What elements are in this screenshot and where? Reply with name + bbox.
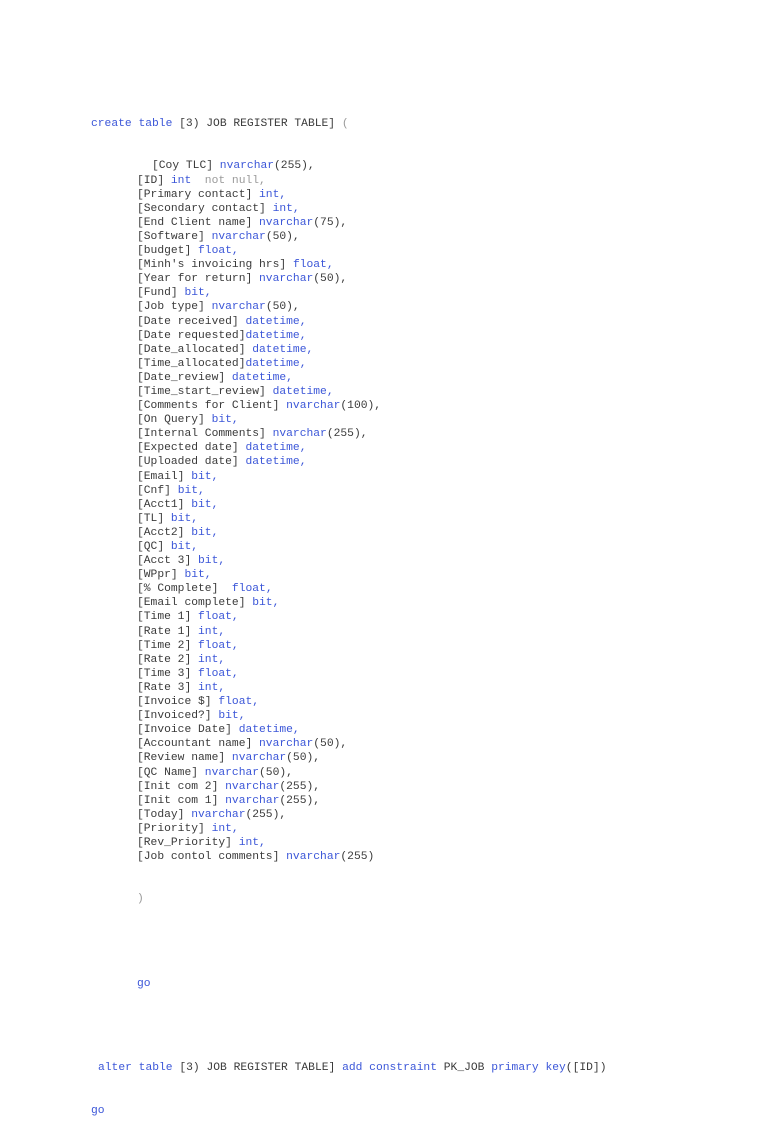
column-name: [ID] [137, 174, 171, 187]
column-definition-line [91, 709, 606, 723]
column-type-args: (255) [340, 851, 375, 864]
column-type: float, [198, 245, 239, 258]
column-definition-line [91, 371, 606, 385]
column-definition-line [91, 723, 606, 737]
column-definition-line [91, 174, 606, 188]
column-name: [Accountant name] [137, 738, 260, 751]
column-type: nvarchar [286, 851, 341, 864]
table-name: [3) JOB REGISTER TABLE] [172, 118, 342, 131]
column-definition-line [91, 780, 606, 794]
column-name: [On Query] [137, 414, 212, 427]
column-definition-line [91, 300, 606, 314]
column-definition-line [91, 766, 606, 780]
column-name: [Comments for Client] [137, 400, 287, 413]
primary-key-keyword: primary key [491, 1062, 566, 1075]
column-definition-line [91, 329, 606, 343]
column-type: datetime, [231, 371, 293, 384]
column-definition-line [91, 625, 606, 639]
column-type: int [170, 174, 192, 187]
column-type: datetime, [245, 442, 307, 455]
column-type: nvarchar [231, 752, 287, 765]
column-definition-line [91, 808, 606, 822]
column-definition-line [91, 667, 606, 681]
column-name: [Rate 2] [137, 653, 199, 666]
column-name: [Job type] [137, 301, 212, 314]
column-definition-line [91, 836, 606, 850]
column-definition-line [91, 512, 606, 526]
column-definition-line [91, 554, 606, 568]
column-constraint: not null, [191, 174, 266, 187]
column-type-args: (255), [245, 808, 287, 821]
column-definition-line [91, 455, 606, 469]
column-definition-line [91, 230, 606, 244]
column-name: [Fund] [137, 287, 185, 300]
column-type: datetime, [272, 385, 334, 398]
column-definition-line [91, 653, 606, 667]
column-name: [QC] [137, 541, 171, 553]
column-name: [Invoice Date] [137, 724, 239, 737]
column-name: [Rate 1] [137, 625, 199, 638]
column-type: nvarchar [272, 428, 327, 441]
column-type-args: (75), [313, 216, 348, 229]
column-name: [Minh's invoicing hrs] [137, 259, 293, 272]
column-name: [QC Name] [137, 766, 205, 779]
column-name: [Invoiced?] [137, 710, 219, 723]
column-definition-line [91, 385, 606, 399]
constraint-name: PK_JOB [436, 1062, 492, 1075]
column-definition-line [91, 568, 606, 582]
column-type-args: (50), [259, 766, 293, 779]
column-name: [Time 2] [137, 639, 199, 652]
column-type: nvarchar [211, 301, 266, 314]
column-name: [TL] [137, 512, 171, 525]
create-table-line [91, 117, 606, 131]
column-type: bit, [170, 541, 199, 553]
column-type-args: (50), [313, 273, 348, 286]
column-name: [WPpr] [137, 569, 185, 582]
column-name: [Expected date] [137, 442, 246, 455]
column-name: [Time_allocated] [137, 357, 246, 370]
column-definition-line [91, 244, 606, 258]
column-definition-line [91, 427, 606, 441]
column-type-args: (255), [279, 780, 321, 793]
column-type: bit, [211, 414, 239, 427]
column-type: bit, [218, 710, 246, 723]
column-name: [Rev_Priority] [137, 836, 239, 849]
column-type: nvarchar [259, 738, 314, 751]
column-name: [Uploaded date] [137, 456, 246, 469]
column-definition-line [91, 498, 606, 512]
column-name: [Today] [137, 808, 192, 821]
column-type: datetime, [245, 456, 307, 469]
alter-table-line [91, 1061, 606, 1075]
column-name: [Cnf] [137, 484, 178, 497]
column-type: bit, [191, 498, 219, 511]
column-type: int, [259, 188, 287, 201]
column-definition-line [91, 441, 606, 455]
column-type: datetime, [252, 343, 314, 356]
column-type: bit, [252, 597, 280, 610]
column-name: [Date_review] [137, 371, 232, 384]
column-name: [Year for return] [137, 273, 260, 286]
column-name: [Acct1] [137, 498, 192, 511]
column-definition-line [91, 470, 606, 484]
column-type-args: (255), [274, 160, 315, 173]
column-definition-line [91, 540, 606, 554]
column-definition-line [91, 610, 606, 624]
go-line-2 [91, 1104, 606, 1118]
close-paren-line [91, 892, 606, 906]
column-definition-line [91, 695, 606, 709]
column-type: nvarchar [225, 780, 280, 793]
column-type: float, [198, 639, 239, 652]
column-definition-line [91, 188, 606, 202]
column-name: [Init com 2] [137, 780, 226, 793]
blank-line [91, 1019, 606, 1033]
column-type: float, [198, 611, 239, 624]
column-definition-line [91, 526, 606, 540]
column-name: [Time_start_review] [137, 385, 273, 398]
column-type: bit, [170, 512, 199, 525]
column-type-args: (255), [326, 428, 368, 441]
column-type: nvarchar [219, 160, 275, 173]
column-type: nvarchar [259, 273, 314, 286]
column-definition-line [91, 582, 606, 596]
alter-table-keyword: alter table [98, 1062, 173, 1075]
column-definition-line [91, 159, 606, 173]
go-line-1 [91, 977, 606, 991]
column-name: [Time 3] [137, 667, 199, 680]
column-type: datetime, [245, 315, 307, 328]
column-definitions [91, 159, 606, 864]
column-name: [Date_allocated] [137, 343, 253, 356]
column-name: [Date requested] [137, 329, 246, 342]
go-keyword: go [137, 977, 151, 990]
column-name: [Review name] [137, 752, 232, 765]
column-type: float, [292, 259, 334, 272]
column-type: bit, [198, 555, 226, 568]
column-name: [Init com 1] [137, 794, 226, 807]
column-name: [End Client name] [137, 216, 260, 229]
column-type: nvarchar [211, 230, 266, 243]
column-name: [Internal Comments] [137, 428, 273, 441]
column-definition-line [91, 343, 606, 357]
column-type: float, [231, 583, 273, 596]
column-type: bit, [191, 470, 219, 483]
column-type: nvarchar [259, 216, 314, 229]
column-definition-line [91, 202, 606, 216]
column-type: int, [198, 653, 226, 666]
column-type: int, [211, 822, 239, 835]
add-constraint-keyword: add constraint [342, 1062, 437, 1075]
column-type: datetime, [245, 329, 307, 342]
column-type: bit, [191, 526, 219, 539]
column-type: int, [198, 625, 226, 638]
column-type: int, [272, 202, 300, 215]
sql-code-block [91, 89, 606, 1146]
column-type: float, [198, 667, 239, 680]
column-name: [Email complete] [137, 597, 253, 610]
column-definition-line [91, 484, 606, 498]
column-definition-line [91, 413, 606, 427]
column-type: nvarchar [225, 794, 280, 807]
column-definition-line [91, 794, 606, 808]
create-table-keyword: create table [91, 118, 173, 131]
column-name: [Email] [137, 470, 192, 483]
column-type: nvarchar [286, 400, 341, 413]
column-type: datetime, [245, 357, 307, 370]
column-definition-line [91, 357, 606, 371]
alter-table-name: [3) JOB REGISTER TABLE] [172, 1062, 343, 1075]
column-definition-line [91, 639, 606, 653]
column-definition-line [91, 315, 606, 329]
column-name: [Priority] [137, 822, 212, 835]
column-type: nvarchar [191, 808, 246, 821]
open-paren: ( [341, 118, 349, 131]
column-type: int, [238, 836, 266, 849]
column-type: datetime, [238, 724, 300, 737]
column-name: [Primary contact] [137, 188, 260, 201]
column-name: [Date received] [137, 315, 246, 328]
column-name: [Job contol comments] [137, 851, 287, 864]
column-definition-line [91, 596, 606, 610]
column-definition-line [91, 399, 606, 413]
column-type: int, [198, 681, 226, 694]
column-type-args: (50), [265, 230, 300, 243]
column-definition-line [91, 822, 606, 836]
column-type-args: (100), [340, 400, 382, 413]
column-name: [Invoice $] [137, 696, 219, 709]
column-type: float, [218, 696, 260, 709]
column-definition-line [91, 272, 606, 286]
column-type: bit, [184, 569, 212, 582]
column-type-args: (50), [313, 738, 348, 751]
column-definition-line [91, 850, 606, 864]
column-type: bit, [184, 287, 212, 300]
column-type: bit, [177, 484, 205, 497]
column-definition-line [91, 737, 606, 751]
column-definition-line [91, 216, 606, 230]
column-name: [Acct2] [137, 526, 192, 539]
blank-line [91, 935, 606, 949]
column-name: [Time 1] [137, 611, 199, 624]
close-paren: ) [137, 893, 144, 906]
column-name: [Rate 3] [137, 681, 199, 694]
column-type: nvarchar [204, 766, 260, 779]
column-definition-line [91, 681, 606, 695]
column-definition-line [91, 751, 606, 765]
column-definition-line [91, 258, 606, 272]
go-keyword: go [91, 1104, 105, 1117]
column-name: [Software] [137, 230, 212, 243]
column-name: [Acct 3] [137, 555, 199, 568]
column-name: [% Complete] [137, 583, 232, 596]
column-name: [Secondary contact] [137, 202, 273, 215]
column-type-args: (255), [279, 794, 321, 807]
column-name: [Coy TLC] [152, 160, 220, 173]
column-type-args: (50), [265, 301, 300, 314]
primary-key-columns: ([ID]) [565, 1062, 607, 1075]
column-definition-line [91, 286, 606, 300]
column-type-args: (50), [286, 752, 321, 765]
column-name: [budget] [137, 245, 199, 258]
